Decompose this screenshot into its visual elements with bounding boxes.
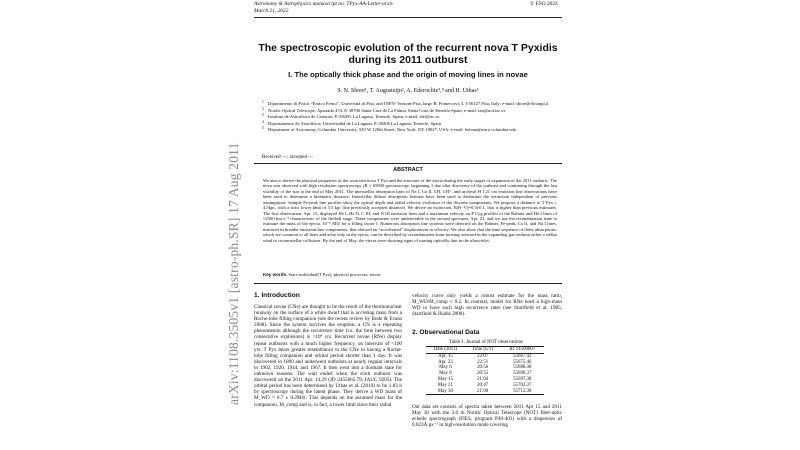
table-header: Time (UT) <box>465 347 501 354</box>
affiliation-item: 2 Nordic Optical Telescope, Apartado 474, E-38700 Santa Cruz de La Palma, Santa Cruz de Tenerife,Spain; e-mail: tau@not.iac.es <box>262 106 506 113</box>
paper-title: The spectroscopic evolution of the recurrent nova T Pyxidis during its 2011 outburst <box>258 42 558 66</box>
table-row: May 15 21:04 55697.38 <box>437 376 532 382</box>
date-line: March 21, 2022 <box>254 8 289 14</box>
table-header: JD 2450000+ <box>501 347 544 354</box>
keywords: Key words. Stars-individual(T Pyx), physical processes, novae <box>263 272 381 277</box>
abstract-rule-top <box>254 163 562 164</box>
affiliation-item: 4 Departamento de Astrofísica, Universidad de La Laguna, E-38206 La Laguna, Tenerife, Spain <box>262 119 441 126</box>
paper-subtitle: I. The optically thick phase and the origin of moving lines in novae <box>288 70 528 79</box>
table-row: May 8 20:55 55690.37 <box>439 371 532 377</box>
table-row: Apr. 15 22:07 55667.42 <box>438 353 532 359</box>
table-row: May 30 21:00 55712.38 <box>426 389 544 395</box>
journal-line: Astronomy & Astrophysics manuscript no. TPyx-AA-Letter-arxiv <box>254 1 394 7</box>
table-row: Apr. 23 22:51 55675.46 <box>438 359 532 365</box>
section-intro-heading: 1. Introduction <box>254 292 300 299</box>
affiliations <box>262 101 558 134</box>
author-list: S. N. Shore¹, T. Augusteijn², A. Ederoclite³,⁴ and H. Uthas⁵ <box>337 88 479 94</box>
affiliation-item: 1 Dipartimento di Fisica “Enrico Fermi”, Università di Pisa, and INFN- Sezione Pisa, largo B. Pontecorvo 3, I-56127 Pisa, Italy; e-mail: shore@df.unipi.it <box>262 100 549 106</box>
intro-text: Classical novae (CNe) are thought to be the result of the thermonuclear runaway on the surface of a white dwarf that is accreting mass from a Roche-lobe filling companion (see the recent review by Bode & Evans 2008). Since the system survives the eruption, a CN is a repeating phenomenon although the recurrence time (i.e. the time between two consecutive explosions) is >10⁴ yrs. Recurrent novae (RNe) display repeat outbursts with a much higher frequency, on intervals of <100 yrs. T Pyx bears greater resemblance to the CNe in having a Roche-lobe filling companion and orbital period shorter than 1 day. It was discovered in 1890 and underwent outbursts at nearly regular intervals in 1902, 1920, 1944, and 1967. It then went into a dormant state for unknown reasons. The wait ended when the sixth outburst was discovered on the 2011 Apr. 14.29 (JD 2455665.79; IAUC 9205). The orbital period has been determined by Uthas et al. (2010) to be 1.83 h by spectroscopy during the latent phase. They derive a WD mass of M_WD = 0.7 ± 0.2M⊙. This depends on the assumed mass for the companion, M_comp and is, in fact, a lower limit since their radial <box>254 304 402 408</box>
abstract-rule-bottom <box>254 283 562 284</box>
table-header: Date (2011) <box>426 347 465 354</box>
affiliation-item: 3 Instituto de Astrofísica de Canarias, E-38200, La Laguna, Tenerife, Spain; e-mail: ale@iac.es <box>262 113 440 120</box>
abstract-heading: ABSTRACT <box>393 167 423 173</box>
table-row: May 6 20:56 55688.38 <box>439 365 532 371</box>
copyright: © ESO 2022 <box>530 1 558 7</box>
intro-continued-text: velocity curve only yields a robust estimate for the mass ratio, M_WD/M_comp ≈ 0.2. In contrast, model for RNe need a high-mass WD to have such high recurrence rates (see Starrfield et al. 1985, Starrfield & Iliadis 2008). <box>412 293 562 318</box>
observations-table <box>426 346 544 395</box>
obs-text: Our data set consists of spectra taken between 2011 Apr 15 and 2011 May 30 with the 2.6 m Nordic Optical Telescope (NOT) fiber-optic echelle spectrograph (FIES, program P40-403) with a dispersion of 0.023Å px⁻¹ in high-resolution mode covering <box>412 404 562 429</box>
table-row: May 21 20:47 55703.37 <box>437 382 532 388</box>
header-rule <box>254 17 562 18</box>
section-obs-heading: 2. Observational Data <box>412 329 480 336</box>
affiliation-item: 5 Department of Astronomy, Columbia University, 550 W 120th Street, New York, NY 10027, USA; e-mail: helena@astro.columbia.edu <box>262 126 517 133</box>
abstract-text: We aim to derive the physical properties of the recurrent nova T Pyx and the structure of the ejecta during the early stages of expansion of the 2011 outburst. The nova was observed with high resolution spectroscopy (R ≈ 65000 spectroscopy, beginning 1 day after discovery of the outburst and continuing through the last visibility of the star at the end of May 2011. The interstellar absorption lines of Na I, Ca II, CH, CH⁺, and archival H I 21 cm emission line observations have been used to determine a kinematic distance. Interstellar diffuse absorption features have been used to determine the extinction independent of previous assumptions. Sample Fe-peak line profiles show the optical depth and radial velocity evolution of the discrete components. We propose a distance to T Pyx ≥ 4.5kpc, with a strict lower limit of 3.5 kpc (the previously accepted distance). We derive an extinction, E(B−V)=0.5±0.1, that is higher than previous estimates. The first observation, Apr. 15, displayed He I, He II, C III, and N III emission lines and a maximum velocity on P Cyg profiles of the Balmer and He I lines of ≈2500 km s⁻¹ characteristic of the fireball stage. These components were undetectable in the second spectrum, Apr. 23, and we use the recombination time to estimate the mass of the ejecta, 10⁻⁵ M⊙ for a filling factor f. Numerous absorption line systems were detected on the Balmer, Fe-peak, Ca II, and Na I lines, mirrored in broader emission line components, that showed an “accelerated” displacement in velocity. We also show that the time sequence of these absorptions, which are common to all lines and arise only in the ejecta, can be described by recombination from moving outward in the expanding gas without either a stellar wind or circumstellar collisions. By the end of May, the ejecta were showing signs of turning optically thin in the ultraviolet. <box>263 178 557 243</box>
received-line: Received —; accepted — <box>262 155 314 160</box>
table-caption: Table 1. Journal of NOT observations <box>449 340 523 345</box>
arxiv-stamp[interactable]: arXiv:1108.3505v1 [astro-ph.SR] 17 Aug 2011 <box>226 142 241 405</box>
